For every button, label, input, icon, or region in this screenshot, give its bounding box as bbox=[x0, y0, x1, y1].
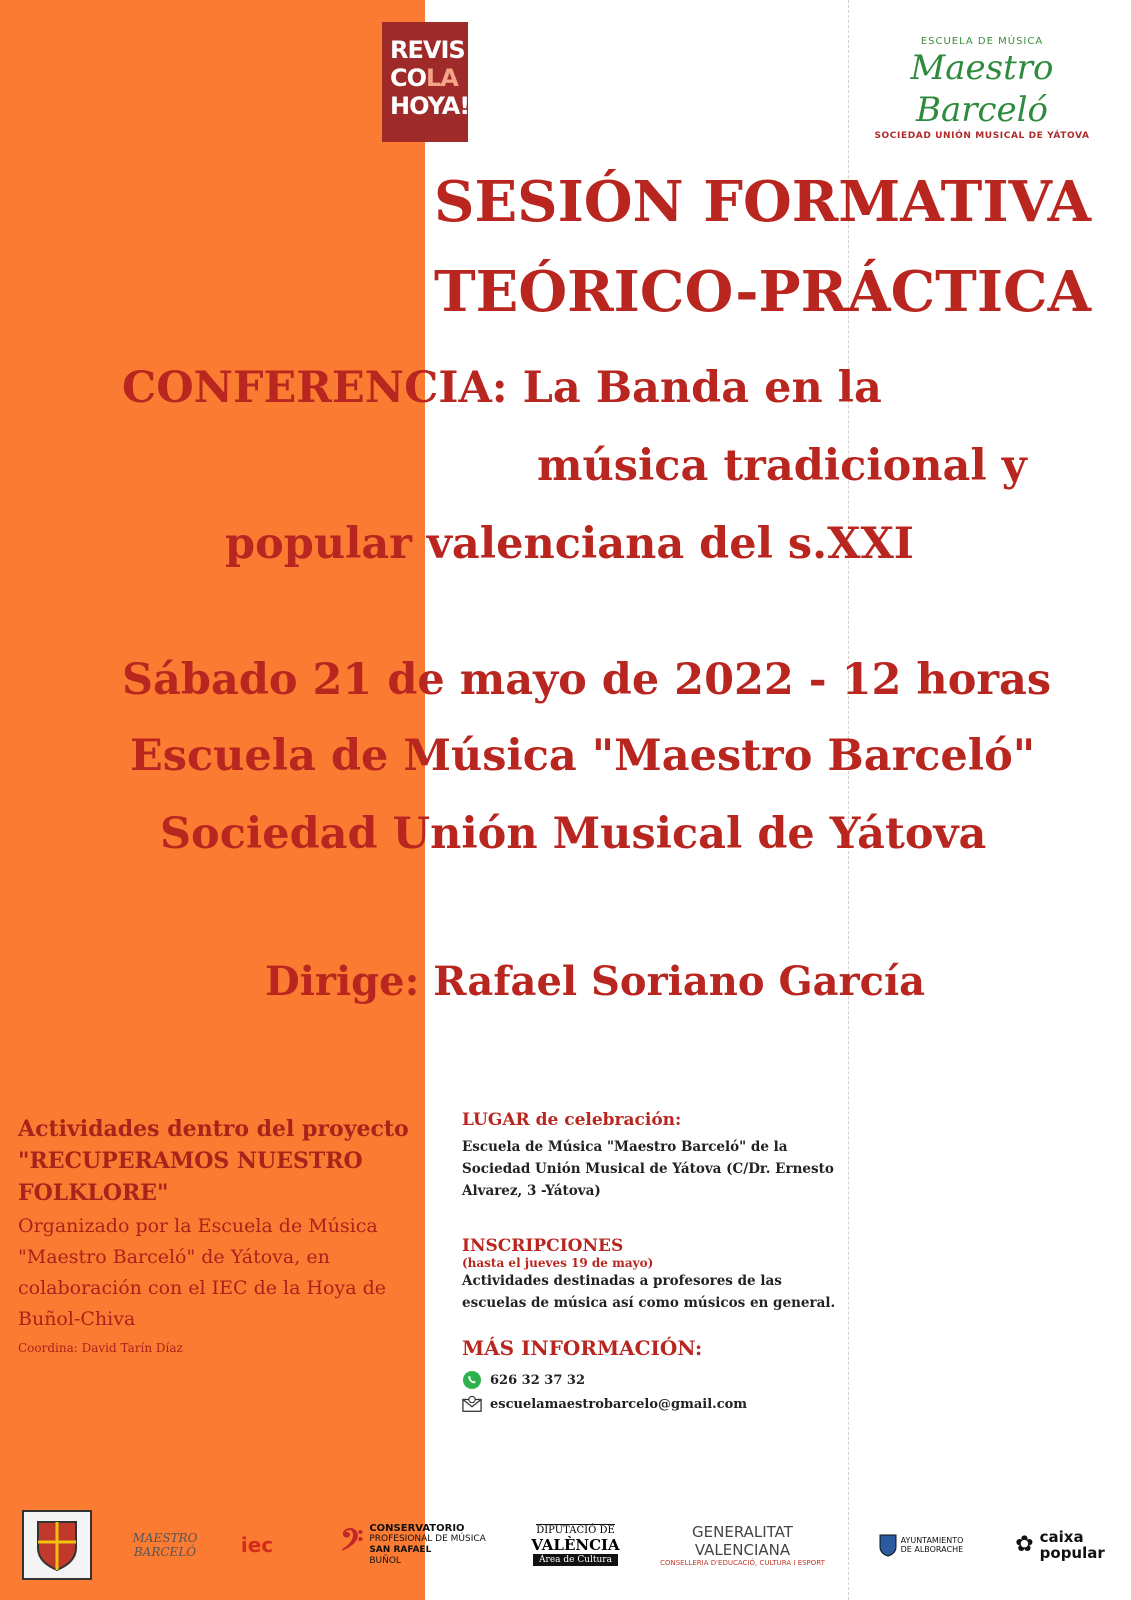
lugar-heading: LUGAR de celebración: bbox=[462, 1110, 682, 1130]
sponsor-mb-line: BARCELÓ bbox=[133, 1545, 197, 1559]
dip-bottom: Àrea de Cultura bbox=[533, 1554, 618, 1566]
project-info bbox=[18, 1113, 413, 1355]
conservatorio-logo bbox=[338, 1510, 488, 1580]
revis-co-la-hoya-logo bbox=[382, 22, 468, 142]
gv-main: GENERALITAT VALENCIANA bbox=[692, 1523, 793, 1559]
email-icon bbox=[462, 1394, 482, 1414]
sponsor-logos bbox=[0, 1510, 1131, 1590]
gv-sub: CONSELLERIA D'EDUCACIÓ, CULTURA I ESPORT bbox=[660, 1559, 825, 1567]
email-contact bbox=[462, 1394, 842, 1414]
sponsor-mb-line: MAESTRO bbox=[132, 1531, 198, 1545]
orange-background-band bbox=[0, 0, 425, 1600]
inscripciones-deadline: (hasta el jueves 19 de mayo) bbox=[462, 1256, 654, 1270]
organizer-text: Organizado por la Escuela de Música "Maestro Barceló" de Yátova, en colaboración con el IEC de la Hoya de Buñol-Chiva bbox=[18, 1215, 387, 1330]
event-place-1: Escuela de Música "Maestro Barceló" bbox=[130, 731, 1036, 781]
revis-logo-line: REVIS bbox=[390, 36, 465, 64]
caixa-mark-icon: ✿ bbox=[1015, 1532, 1034, 1557]
event-details bbox=[462, 1110, 842, 1414]
caixa-popular-logo bbox=[1000, 1510, 1120, 1580]
sponsor-ayu-line: DE ALBORACHE bbox=[900, 1545, 964, 1554]
sponsor-caixa-line: popular bbox=[1039, 1544, 1105, 1562]
project-title: Actividades dentro del proyecto "RECUPERAMOS NUESTRO FOLKLORE" bbox=[18, 1116, 409, 1206]
whatsapp-icon bbox=[462, 1370, 482, 1390]
ayuntamiento-alborache-logo bbox=[876, 1510, 966, 1580]
maestro-barcelo-small-logo bbox=[130, 1510, 200, 1580]
email-address[interactable]: escuelamaestrobarcelo@gmail.com bbox=[490, 1396, 748, 1412]
inscripciones-text: Actividades destinadas a profesores de las escuelas de música así como músicos en general. bbox=[462, 1273, 836, 1311]
maestro-barcelo-logo bbox=[862, 36, 1102, 141]
revis-logo-line: HOYA! bbox=[390, 92, 470, 120]
title-line-1: SESIÓN FORMATIVA bbox=[434, 169, 1092, 235]
event-director: Dirige: Rafael Soriano García bbox=[265, 958, 926, 1005]
dip-main: VALÈNCIA bbox=[531, 1536, 620, 1554]
revis-logo-line: COLA bbox=[390, 64, 458, 92]
mb-logo-small: ESCUELA DE MÚSICA bbox=[920, 36, 1044, 47]
title-line-2: TEÓRICO-PRÁCTICA bbox=[434, 259, 1092, 325]
phone-number[interactable]: 626 32 37 32 bbox=[490, 1372, 585, 1388]
sponsor-ayu-line: AYUNTAMIENTO bbox=[900, 1536, 964, 1545]
mb-logo-script: Maestro Barceló bbox=[910, 48, 1054, 130]
conservatorio-text bbox=[369, 1523, 485, 1567]
bass-clef-icon: 𝄢 bbox=[340, 1524, 364, 1565]
sponsor-cons-line: PROFESIONAL DE MÚSICA bbox=[369, 1534, 486, 1544]
coordinator-text: Coordina: David Tarín Díaz bbox=[18, 1341, 183, 1355]
generalitat-valenciana-logo bbox=[655, 1510, 830, 1580]
sponsor-cons-line: BUÑOL bbox=[369, 1556, 401, 1566]
inscripciones-heading: INSCRIPCIONES bbox=[462, 1236, 624, 1256]
mas-informacion-heading: MÁS INFORMACIÓN: bbox=[462, 1336, 703, 1360]
alborache-shield-icon bbox=[879, 1533, 897, 1557]
dip-top: DIPUTACIÓ DE bbox=[536, 1525, 615, 1536]
conference-line-1: CONFERENCIA: La Banda en la bbox=[122, 363, 882, 413]
yatova-coat-of-arms-logo bbox=[22, 1510, 92, 1580]
mb-logo-sub: SOCIEDAD UNIÓN MUSICAL DE YÁTOVA bbox=[874, 131, 1090, 141]
lugar-text: Escuela de Música "Maestro Barceló" de la Sociedad Unión Musical de Yátova (C/Dr. Ernesto Alvarez, 3 -Yátova) bbox=[462, 1139, 834, 1199]
sponsor-cons-line: SAN RAFAEL bbox=[369, 1545, 432, 1555]
phone-contact bbox=[462, 1370, 842, 1390]
conference-line-2: música tradicional y bbox=[537, 441, 1027, 491]
conference-line-3: popular valenciana del s.XXI bbox=[225, 519, 914, 569]
dashed-divider bbox=[848, 0, 849, 1600]
iec-logo: iec bbox=[240, 1533, 274, 1557]
diputacio-valencia-logo bbox=[528, 1510, 623, 1580]
event-place-2: Sociedad Unión Musical de Yátova bbox=[160, 809, 987, 859]
sponsor-caixa-line: caixa bbox=[1039, 1528, 1084, 1546]
event-date: Sábado 21 de mayo de 2022 - 12 horas bbox=[122, 655, 1052, 705]
sponsor-cons-line: CONSERVATORIO bbox=[369, 1523, 465, 1534]
